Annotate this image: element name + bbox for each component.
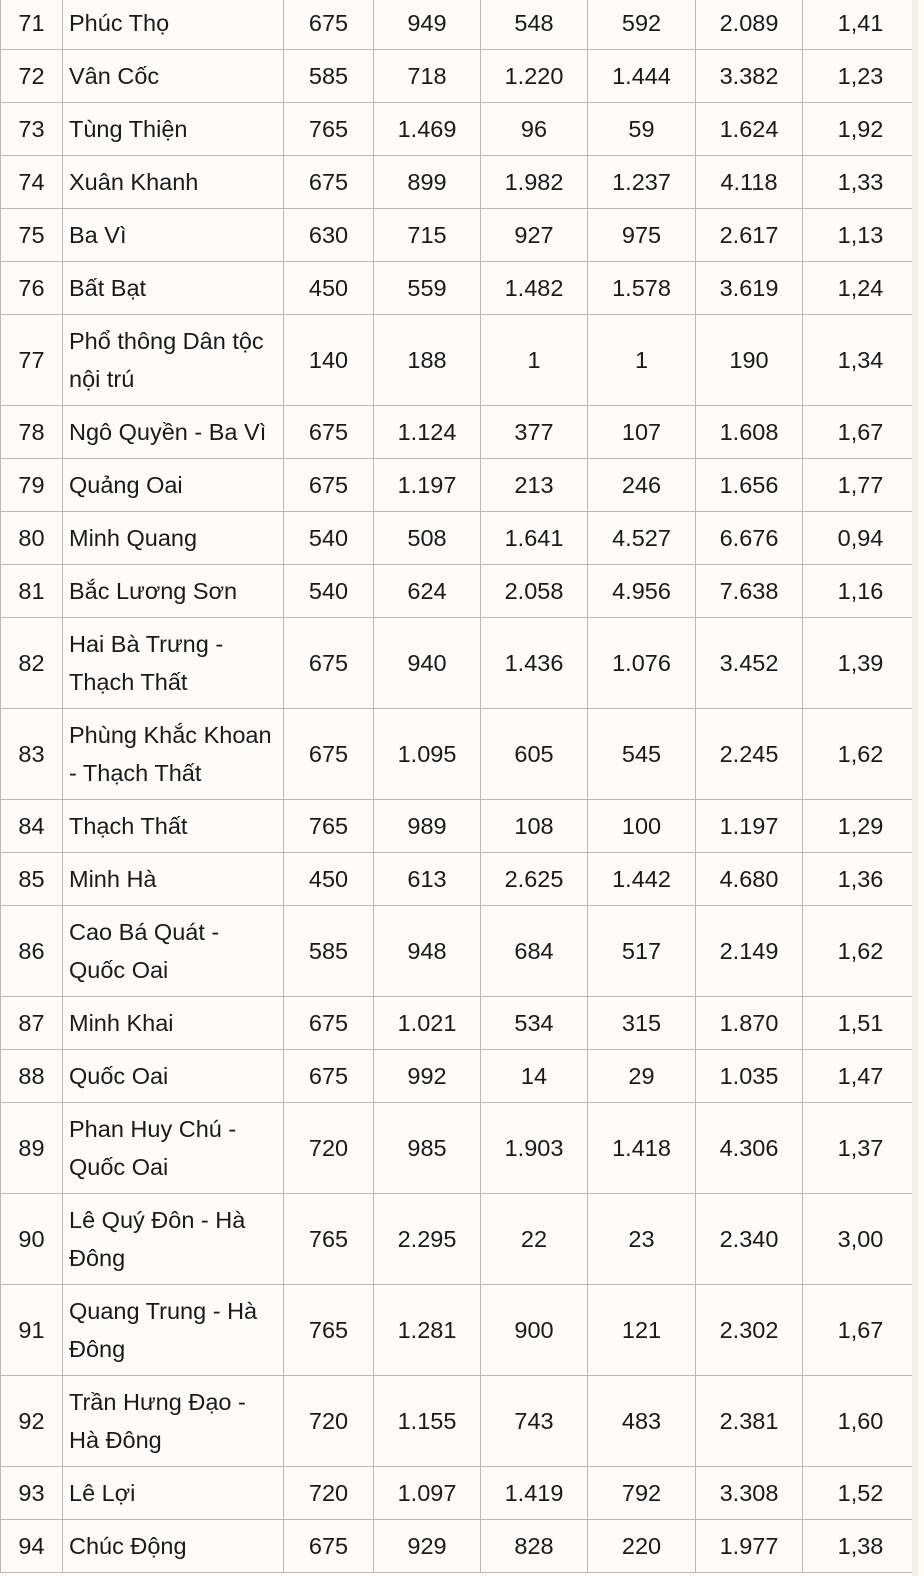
choice-1-cell: 929	[374, 1520, 481, 1573]
table-row	[1, 50, 919, 103]
table-row	[1, 406, 919, 459]
choice-3-cell: 29	[588, 1050, 696, 1103]
ratio-cell: 1,60	[803, 1376, 919, 1467]
quota-cell: 675	[284, 0, 374, 50]
total-cell: 2.089	[696, 0, 803, 50]
choice-1-cell: 1.155	[374, 1376, 481, 1467]
total-cell: 1.870	[696, 997, 803, 1050]
school-name-cell: Xuân Khanh	[63, 156, 284, 209]
ratio-cell: 1,13	[803, 209, 919, 262]
ratio-cell: 1,37	[803, 1103, 919, 1194]
quota-cell: 675	[284, 459, 374, 512]
choice-3-cell: 592	[588, 0, 696, 50]
choice-1-cell: 188	[374, 315, 481, 406]
school-name-cell: Vân Cốc	[63, 50, 284, 103]
school-name-cell: Hai Bà Trưng - Thạch Thất	[63, 618, 284, 709]
row-number-cell: 94	[1, 1520, 63, 1573]
total-cell: 2.617	[696, 209, 803, 262]
choice-3-cell: 792	[588, 1467, 696, 1520]
school-name-cell: Quảng Oai	[63, 459, 284, 512]
table-body	[1, 0, 919, 1573]
school-name-cell: Chúc Động	[63, 1520, 284, 1573]
quota-cell: 675	[284, 1050, 374, 1103]
row-number-cell: 89	[1, 1103, 63, 1194]
choice-2-cell: 213	[481, 459, 588, 512]
choice-2-cell: 1.903	[481, 1103, 588, 1194]
choice-3-cell: 517	[588, 906, 696, 997]
row-number-cell: 83	[1, 709, 63, 800]
ratio-cell: 1,38	[803, 1520, 919, 1573]
choice-3-cell: 545	[588, 709, 696, 800]
ratio-cell: 1,39	[803, 618, 919, 709]
quota-cell: 540	[284, 512, 374, 565]
row-number-cell: 74	[1, 156, 63, 209]
choice-1-cell: 985	[374, 1103, 481, 1194]
quota-cell: 720	[284, 1103, 374, 1194]
choice-3-cell: 121	[588, 1285, 696, 1376]
choice-3-cell: 100	[588, 800, 696, 853]
table-row	[1, 512, 919, 565]
row-number-cell: 73	[1, 103, 63, 156]
table-row	[1, 156, 919, 209]
row-number-cell: 79	[1, 459, 63, 512]
table-row	[1, 853, 919, 906]
total-cell: 1.656	[696, 459, 803, 512]
choice-1-cell: 624	[374, 565, 481, 618]
choice-2-cell: 96	[481, 103, 588, 156]
total-cell: 1.035	[696, 1050, 803, 1103]
row-number-cell: 81	[1, 565, 63, 618]
quota-cell: 675	[284, 406, 374, 459]
row-number-cell: 75	[1, 209, 63, 262]
ratio-cell: 1,92	[803, 103, 919, 156]
choice-2-cell: 1.220	[481, 50, 588, 103]
choice-2-cell: 2.625	[481, 853, 588, 906]
choice-2-cell: 1.482	[481, 262, 588, 315]
row-number-cell: 71	[1, 0, 63, 50]
choice-1-cell: 1.281	[374, 1285, 481, 1376]
choice-2-cell: 684	[481, 906, 588, 997]
choice-2-cell: 1.436	[481, 618, 588, 709]
ratio-cell: 1,16	[803, 565, 919, 618]
choice-3-cell: 4.527	[588, 512, 696, 565]
choice-1-cell: 989	[374, 800, 481, 853]
table-row	[1, 209, 919, 262]
table-row	[1, 709, 919, 800]
choice-2-cell: 534	[481, 997, 588, 1050]
total-cell: 190	[696, 315, 803, 406]
total-cell: 3.619	[696, 262, 803, 315]
row-number-cell: 85	[1, 853, 63, 906]
choice-1-cell: 948	[374, 906, 481, 997]
quota-cell: 720	[284, 1467, 374, 1520]
table-row	[1, 1285, 919, 1376]
total-cell: 4.680	[696, 853, 803, 906]
ratio-cell: 1,52	[803, 1467, 919, 1520]
choice-2-cell: 22	[481, 1194, 588, 1285]
total-cell: 4.306	[696, 1103, 803, 1194]
total-cell: 3.308	[696, 1467, 803, 1520]
row-number-cell: 78	[1, 406, 63, 459]
total-cell: 1.197	[696, 800, 803, 853]
school-name-cell: Ba Vì	[63, 209, 284, 262]
ratio-cell: 1,36	[803, 853, 919, 906]
quota-cell: 765	[284, 800, 374, 853]
choice-3-cell: 1.442	[588, 853, 696, 906]
quota-cell: 450	[284, 262, 374, 315]
quota-cell: 675	[284, 997, 374, 1050]
school-name-cell: Lê Quý Đôn - Hà Đông	[63, 1194, 284, 1285]
school-name-cell: Bắc Lương Sơn	[63, 565, 284, 618]
ratio-cell: 1,67	[803, 406, 919, 459]
ratio-cell: 1,62	[803, 709, 919, 800]
row-number-cell: 92	[1, 1376, 63, 1467]
total-cell: 2.245	[696, 709, 803, 800]
ratio-cell: 1,24	[803, 262, 919, 315]
quota-cell: 540	[284, 565, 374, 618]
school-name-cell: Cao Bá Quát - Quốc Oai	[63, 906, 284, 997]
ratio-cell: 1,33	[803, 156, 919, 209]
quota-cell: 585	[284, 906, 374, 997]
ratio-cell: 1,77	[803, 459, 919, 512]
ratio-cell: 1,62	[803, 906, 919, 997]
choice-1-cell: 613	[374, 853, 481, 906]
choice-3-cell: 107	[588, 406, 696, 459]
total-cell: 7.638	[696, 565, 803, 618]
quota-cell: 675	[284, 156, 374, 209]
choice-2-cell: 14	[481, 1050, 588, 1103]
choice-3-cell: 315	[588, 997, 696, 1050]
choice-3-cell: 1.444	[588, 50, 696, 103]
choice-2-cell: 2.058	[481, 565, 588, 618]
row-number-cell: 88	[1, 1050, 63, 1103]
choice-2-cell: 743	[481, 1376, 588, 1467]
row-number-cell: 90	[1, 1194, 63, 1285]
quota-cell: 450	[284, 853, 374, 906]
choice-2-cell: 1.982	[481, 156, 588, 209]
table-row	[1, 262, 919, 315]
total-cell: 6.676	[696, 512, 803, 565]
row-number-cell: 76	[1, 262, 63, 315]
choice-3-cell: 23	[588, 1194, 696, 1285]
choice-2-cell: 108	[481, 800, 588, 853]
school-name-cell: Quang Trung - Hà Đông	[63, 1285, 284, 1376]
choice-2-cell: 927	[481, 209, 588, 262]
ratio-cell: 1,41	[803, 0, 919, 50]
choice-3-cell: 59	[588, 103, 696, 156]
choice-1-cell: 1.097	[374, 1467, 481, 1520]
school-name-cell: Phan Huy Chú - Quốc Oai	[63, 1103, 284, 1194]
choice-2-cell: 377	[481, 406, 588, 459]
choice-3-cell: 975	[588, 209, 696, 262]
table-row	[1, 618, 919, 709]
choice-1-cell: 559	[374, 262, 481, 315]
choice-1-cell: 992	[374, 1050, 481, 1103]
row-number-cell: 77	[1, 315, 63, 406]
quota-cell: 720	[284, 1376, 374, 1467]
choice-3-cell: 1.578	[588, 262, 696, 315]
ratio-cell: 1,51	[803, 997, 919, 1050]
total-cell: 1.608	[696, 406, 803, 459]
table-row	[1, 459, 919, 512]
choice-3-cell: 1.076	[588, 618, 696, 709]
table-row	[1, 0, 919, 50]
choice-1-cell: 508	[374, 512, 481, 565]
quota-cell: 675	[284, 1520, 374, 1573]
choice-1-cell: 899	[374, 156, 481, 209]
table-row	[1, 1520, 919, 1573]
choice-3-cell: 1.418	[588, 1103, 696, 1194]
table-row	[1, 565, 919, 618]
row-number-cell: 82	[1, 618, 63, 709]
quota-cell: 765	[284, 103, 374, 156]
page-edge	[912, 0, 918, 1576]
table-row	[1, 997, 919, 1050]
total-cell: 4.118	[696, 156, 803, 209]
choice-2-cell: 1	[481, 315, 588, 406]
table-row	[1, 1194, 919, 1285]
row-number-cell: 72	[1, 50, 63, 103]
total-cell: 1.624	[696, 103, 803, 156]
quota-cell: 140	[284, 315, 374, 406]
total-cell: 2.381	[696, 1376, 803, 1467]
school-name-cell: Tùng Thiện	[63, 103, 284, 156]
choice-2-cell: 828	[481, 1520, 588, 1573]
choice-2-cell: 548	[481, 0, 588, 50]
table-row	[1, 1050, 919, 1103]
choice-1-cell: 715	[374, 209, 481, 262]
quota-cell: 675	[284, 618, 374, 709]
school-name-cell: Trần Hưng Đạo - Hà Đông	[63, 1376, 284, 1467]
table-row	[1, 1467, 919, 1520]
choice-2-cell: 1.419	[481, 1467, 588, 1520]
row-number-cell: 91	[1, 1285, 63, 1376]
table-row	[1, 103, 919, 156]
school-name-cell: Phổ thông Dân tộc nội trú	[63, 315, 284, 406]
row-number-cell: 80	[1, 512, 63, 565]
choice-1-cell: 940	[374, 618, 481, 709]
school-name-cell: Ngô Quyền - Ba Vì	[63, 406, 284, 459]
quota-cell: 585	[284, 50, 374, 103]
quota-cell: 675	[284, 709, 374, 800]
ratio-cell: 1,67	[803, 1285, 919, 1376]
ratio-cell: 1,29	[803, 800, 919, 853]
school-name-cell: Minh Quang	[63, 512, 284, 565]
choice-2-cell: 1.641	[481, 512, 588, 565]
row-number-cell: 84	[1, 800, 63, 853]
row-number-cell: 93	[1, 1467, 63, 1520]
school-name-cell: Thạch Thất	[63, 800, 284, 853]
ratio-cell: 3,00	[803, 1194, 919, 1285]
choice-1-cell: 1.469	[374, 103, 481, 156]
choice-3-cell: 483	[588, 1376, 696, 1467]
row-number-cell: 87	[1, 997, 63, 1050]
school-name-cell: Phúc Thọ	[63, 0, 284, 50]
ratio-cell: 1,23	[803, 50, 919, 103]
quota-cell: 765	[284, 1194, 374, 1285]
quota-cell: 630	[284, 209, 374, 262]
choice-1-cell: 718	[374, 50, 481, 103]
ratio-cell: 0,94	[803, 512, 919, 565]
total-cell: 2.302	[696, 1285, 803, 1376]
choice-2-cell: 605	[481, 709, 588, 800]
choice-1-cell: 1.095	[374, 709, 481, 800]
total-cell: 3.452	[696, 618, 803, 709]
choice-1-cell: 2.295	[374, 1194, 481, 1285]
table-row	[1, 1376, 919, 1467]
table-row	[1, 315, 919, 406]
choice-3-cell: 4.956	[588, 565, 696, 618]
choice-3-cell: 246	[588, 459, 696, 512]
choice-1-cell: 949	[374, 0, 481, 50]
school-name-cell: Quốc Oai	[63, 1050, 284, 1103]
ratio-cell: 1,47	[803, 1050, 919, 1103]
school-name-cell: Minh Hà	[63, 853, 284, 906]
choice-3-cell: 1.237	[588, 156, 696, 209]
total-cell: 3.382	[696, 50, 803, 103]
choice-3-cell: 1	[588, 315, 696, 406]
total-cell: 1.977	[696, 1520, 803, 1573]
school-name-cell: Lê Lợi	[63, 1467, 284, 1520]
table-row	[1, 800, 919, 853]
row-number-cell: 86	[1, 906, 63, 997]
choice-1-cell: 1.021	[374, 997, 481, 1050]
total-cell: 2.149	[696, 906, 803, 997]
school-name-cell: Bất Bạt	[63, 262, 284, 315]
table-row	[1, 1103, 919, 1194]
choice-1-cell: 1.124	[374, 406, 481, 459]
choice-1-cell: 1.197	[374, 459, 481, 512]
table-row	[1, 906, 919, 997]
choice-3-cell: 220	[588, 1520, 696, 1573]
school-name-cell: Phùng Khắc Khoan - Thạch Thất	[63, 709, 284, 800]
choice-2-cell: 900	[481, 1285, 588, 1376]
ratio-cell: 1,34	[803, 315, 919, 406]
quota-cell: 765	[284, 1285, 374, 1376]
total-cell: 2.340	[696, 1194, 803, 1285]
school-name-cell: Minh Khai	[63, 997, 284, 1050]
